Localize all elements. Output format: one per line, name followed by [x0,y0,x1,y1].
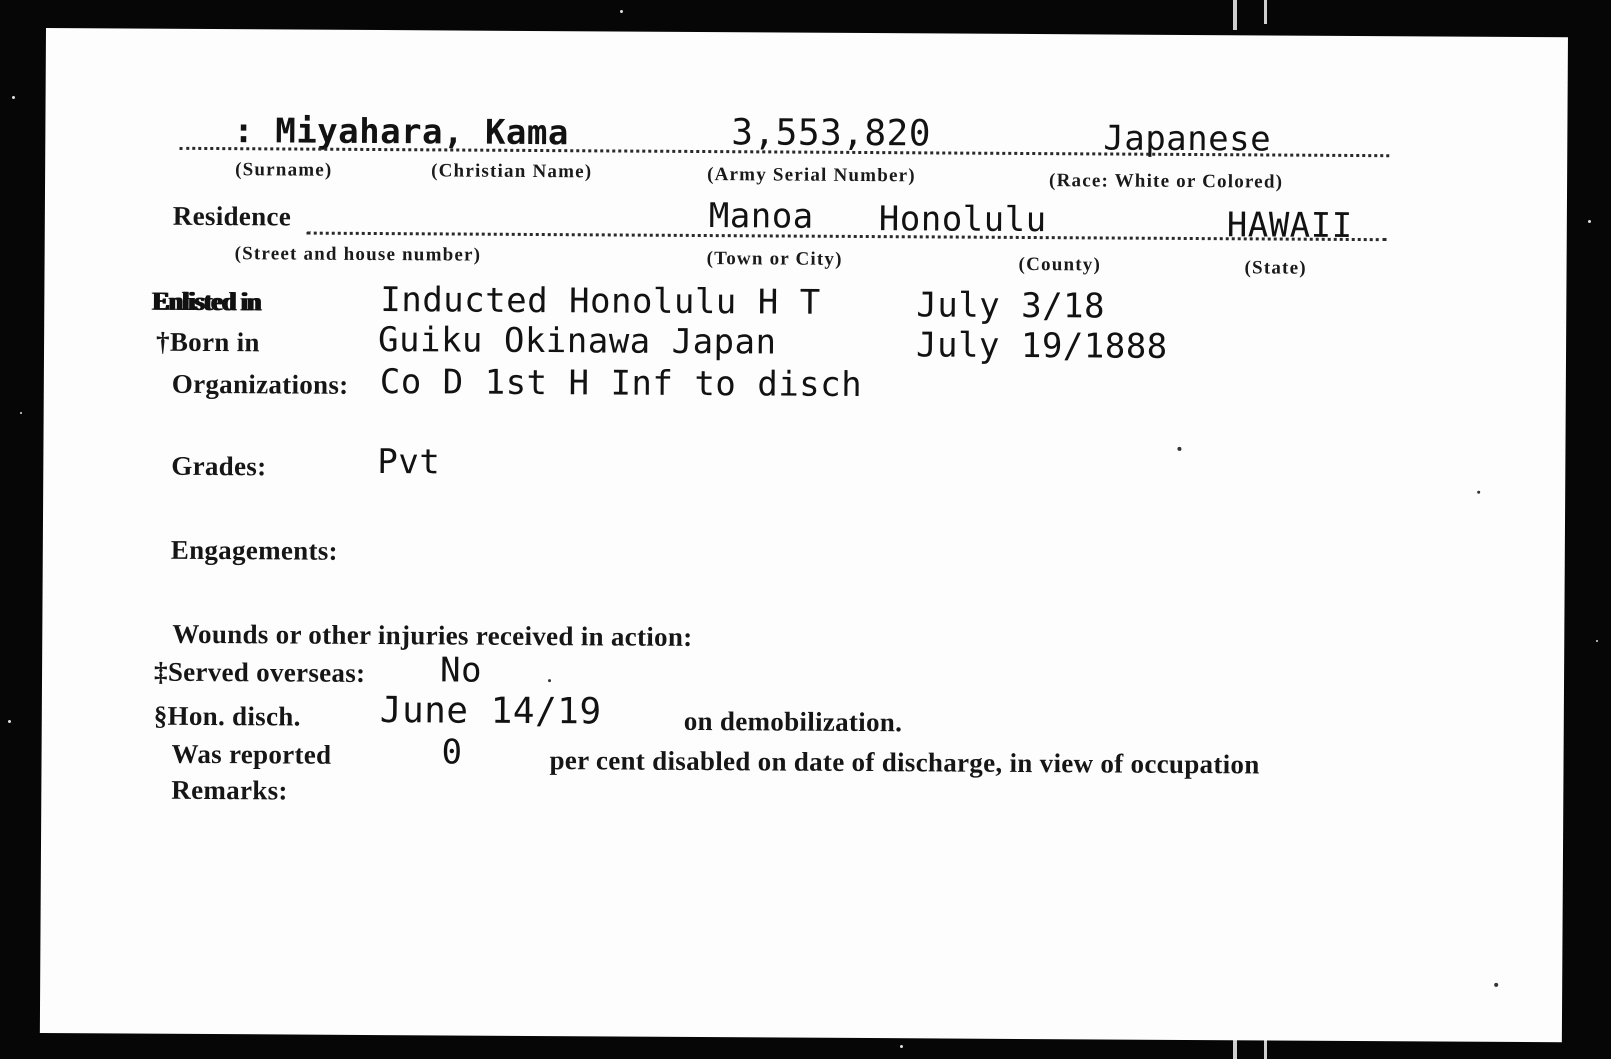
residence-line-dots [307,232,1387,242]
served-overseas-value: No [439,650,483,691]
inducted-value: Inducted Honolulu H T [380,280,821,323]
scan-speck [8,720,11,723]
scan-speck [1596,640,1598,642]
hon-disch-label: §Hon. disch. [153,700,301,732]
birth-date: July 19/1888 [915,325,1168,367]
christian-name-caption: (Christian Name) [431,160,593,183]
disability-text: per cent disabled on date of discharge, in view of occupation [549,745,1260,780]
engagements-label: Engagements: [170,534,338,566]
residence-state: HAWAII [1226,205,1353,246]
inducted-date: July 3/18 [916,285,1106,327]
card-speck [1177,447,1181,451]
scan-speck [620,10,623,13]
served-overseas-label: ‡Served overseas: [153,656,366,688]
scan-speck [12,96,15,99]
born-in-value: Guiku Okinawa Japan [377,320,777,363]
was-reported-label: Was reported [171,738,332,770]
army-serial-number: 3,553,820 [731,112,932,155]
scan-speck [1588,220,1591,223]
race-caption: (Race: White or Colored) [1049,170,1284,193]
remarks-label: Remarks: [171,774,288,806]
grades-value: Pvt [377,442,441,483]
wounds-label: Wounds or other injuries received in action: [172,618,693,652]
disability-percent: 0 [441,732,463,773]
card-speck [548,679,551,682]
town-caption: (Town or City) [706,248,843,270]
county-caption: (County) [1018,253,1102,276]
street-caption: (Street and house number) [234,243,482,266]
serial-caption: (Army Serial Number) [707,164,916,187]
soldier-name: : Miyahara, Kama [233,111,570,154]
surname-caption: (Surname) [235,159,333,181]
scan-speck [900,1045,903,1048]
residence-county: Honolulu [878,199,1047,241]
struck-out-label: Enlisted in [152,286,261,317]
border-mark [1264,0,1267,24]
residence-label: Residence [172,200,292,232]
state-caption: (State) [1244,257,1307,279]
record-card [40,28,1568,1042]
demobilization-text: on demobilization. [683,705,903,738]
scan-speck [20,412,22,414]
hon-disch-date: June 14/19 [379,690,602,733]
grades-label: Grades: [171,450,267,482]
organizations-label: Organizations: [171,368,349,400]
organizations-value: Co D 1st H Inf to disch [379,362,863,405]
residence-town: Manoa [708,196,814,237]
race-value: Japanese [1103,118,1272,160]
card-speck [1494,983,1498,987]
card-speck [1477,491,1480,494]
born-in-label: †Born in [155,326,260,358]
border-mark [1233,0,1237,30]
